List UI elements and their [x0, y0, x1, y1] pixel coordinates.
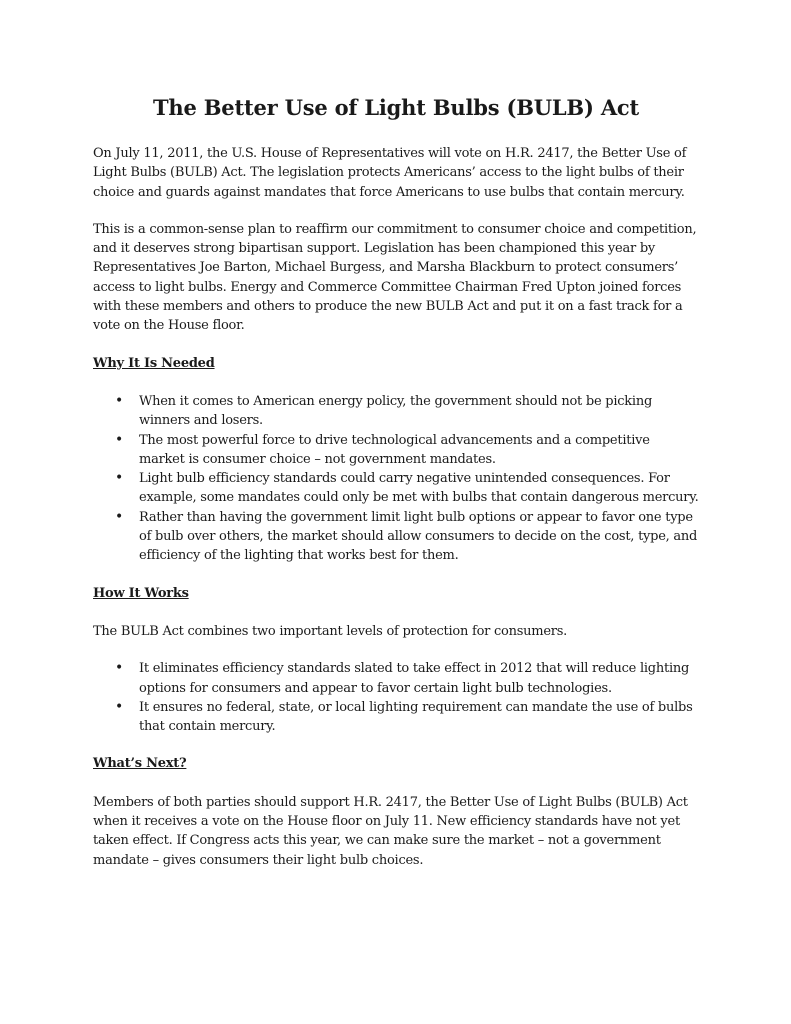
list-item-text: When it comes to American energy policy, the government should not be picking winners and losers. [139, 393, 653, 429]
list-item [93, 698, 699, 737]
list-item [93, 431, 699, 470]
bullet-icon: • [115, 392, 124, 409]
how-intro-paragraph: The BULB Act combines two important levels of protection for consumers. [93, 623, 568, 639]
bullet-icon: • [115, 698, 124, 715]
document-title: The Better Use of Light Bulbs (BULB) Act [152, 95, 640, 120]
bullet-icon: • [115, 431, 124, 448]
bullet-icon: • [115, 660, 124, 677]
list-item-text: It eliminates efficiency standards slated to take effect in 2012 that will reduce lighting options for consumers and appear to favor certain light bulb technologies. [139, 661, 690, 696]
section-heading-next: What’s Next? [93, 756, 187, 772]
intro-paragraph-1: On July 11, 2011, the U.S. House of Representatives will vote on H.R. 2417, the Better Use of Light Bulbs (BULB) Act. The legislation protects Americans’ access to the light bulbs of their choice and guards against mandates that force Americans to use bulbs that contain mercury. [93, 146, 687, 200]
list-item [93, 659, 699, 698]
why-bullet-list [93, 392, 699, 566]
next-paragraph: Members of both parties should support H.R. 2417, the Better Use of Light Bulbs (BULB) Act when it receives a vote on the House floor on July 11. New efficiency standards have not yet taken effect. If Congress acts this year, we can make sure the market – not a government mandate – gives consumers their light bulb choices. [93, 794, 688, 868]
list-item [93, 469, 699, 508]
list-item-text: Rather than having the government limit light bulb options or appear to favor one type of bulb over others, the market should allow consumers to decide on the cost, type, and efficiency of the lighting that works best for them. [139, 509, 698, 564]
bullet-icon: • [115, 508, 124, 525]
list-item-text: The most powerful force to drive technological advancements and a competitive market is consumer choice – not government mandates. [139, 432, 650, 467]
section-heading-why: Why It Is Needed [93, 355, 215, 371]
bullet-icon: • [115, 470, 124, 487]
list-item [93, 392, 699, 431]
list-item-text: It ensures no federal, state, or local lighting requirement can mandate the use of bulbs that contain mercury. [139, 699, 693, 735]
document-page [93, 92, 699, 888]
list-item [93, 508, 699, 566]
how-bullet-list [93, 659, 699, 736]
section-heading-how: How It Works [93, 585, 189, 601]
list-item-text: Light bulb efficiency standards could carry negative unintended consequences. For example, some mandates could only be met with bulbs that contain dangerous mercury. [139, 471, 699, 506]
intro-paragraph-2: This is a common-sense plan to reaffirm our commitment to consumer choice and competition, and it deserves strong bipartisan support. Legislation has been championed this year by Representatives Joe Barton, Michael Burgess, and Marsha Blackburn to protect consumers’ access to light bulbs. Energy and Commerce Committee Chairman Fred Upton joined forces with these members and others to produce the new BULB Act and put it on a fast track for a vote on the House floor. [93, 221, 697, 334]
